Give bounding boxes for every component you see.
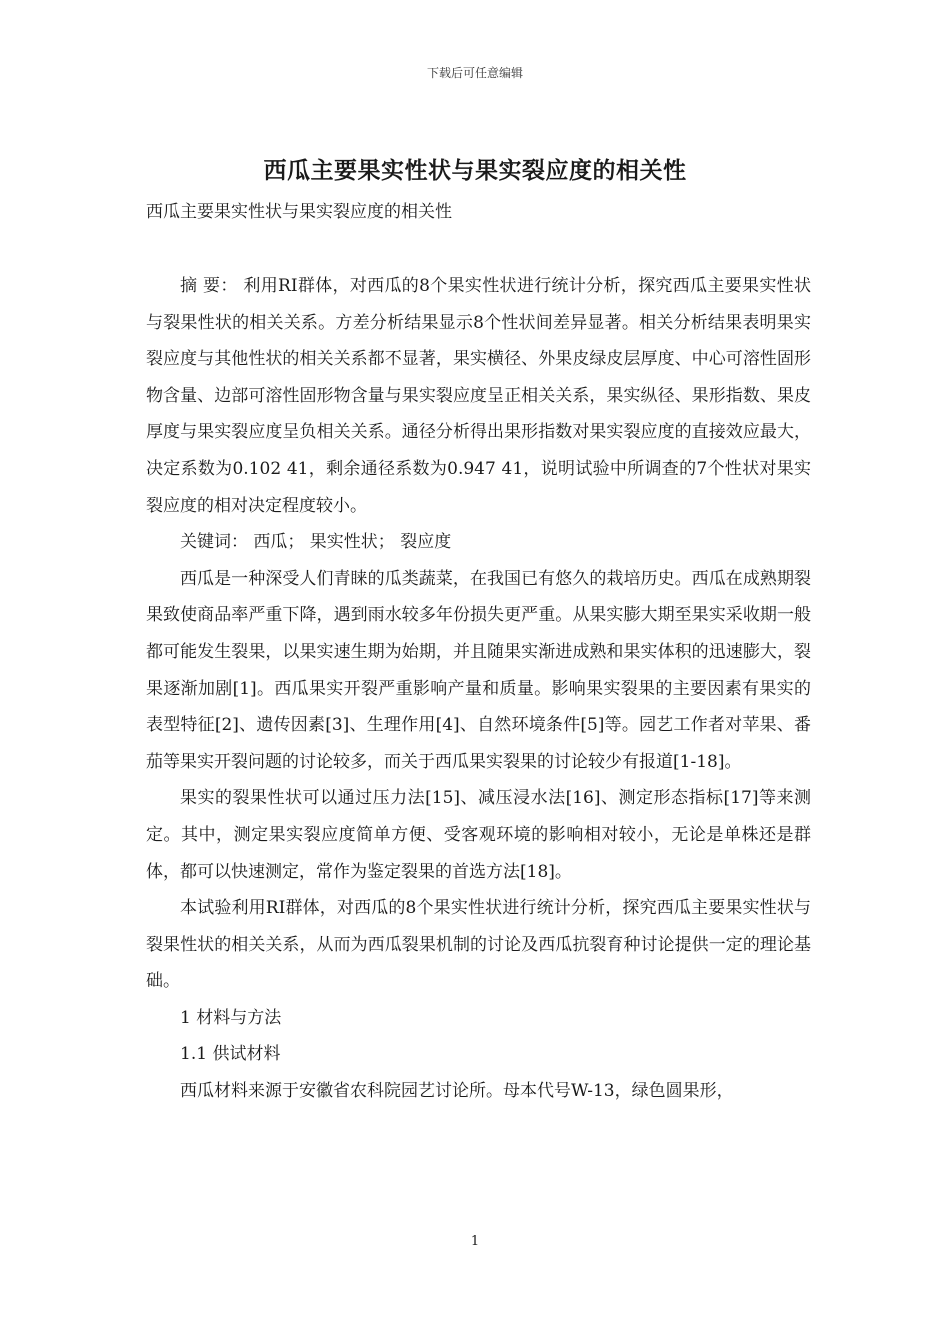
body-paragraph: 西瓜材料来源于安徽省农科院园艺讨论所。母本代号W-13，绿色圆果形， — [180, 1081, 734, 1102]
abstract-paragraph: 摘 要： 利用RI群体，对西瓜的8个果实性状进行统计分析，探究西瓜主要果实性状与裂果性状的相关关系。方差分析结果显示8个性状间差异显著。相关分析结果表明果实裂应度与其他性状的相关关系都不显著，果实横径、外果皮绿皮层厚度、中心可溶性固形物含量、边部可溶性固形物含量与果实裂应度呈正相关关系，果实纵径、果形指数、果皮厚度与果实裂应度呈负相关关系。通径分析得出果形指数对果实裂应度的直接效应最大，决定系数为0.102 41，剩余通径系数为0.947 41，说明试验中所调查的7个性状对果实裂应度的相对决定程度较小。 — [146, 276, 811, 516]
body-paragraph: 西瓜是一种深受人们青睐的瓜类蔬菜，在我国已有悠久的栽培历史。西瓜在成熟期裂果致使商品率严重下降，遇到雨水较多年份损失更严重。从果实膨大期至果实采收期一般都可能发生裂果，以果实速生期为始期，并且随果实渐进成熟和果实体积的迅速膨大，裂果逐渐加剧[1]。西瓜果实开裂严重影响产量和质量。影响果实裂果的主要因素有果实的表型特征[2]、遗传因素[3]、生理作用[4]、自然环境条件[5]等。园艺工作者对苹果、番茄等果实开裂问题的讨论较多，而关于西瓜果实裂果的讨论较少有报道[1-18]。 — [146, 568, 811, 772]
document-title: 西瓜主要果实性状与果实裂应度的相关性 — [263, 158, 687, 184]
document-body — [146, 268, 811, 1110]
page-number: 1 — [470, 1234, 480, 1249]
header-note: 下载后可任意编辑 — [426, 66, 523, 80]
section-heading: 1 材料与方法 — [180, 1007, 282, 1028]
keywords-line: 关键词： 西瓜； 果实性状； 裂应度 — [180, 532, 452, 553]
body-paragraph: 果实的裂果性状可以通过压力法[15]、减压浸水法[16]、测定形态指标[17]等来测定。其中，测定果实裂应度简单方便、受客观环境的影响相对较小，无论是单株还是群体，都可以快速测定，常作为鉴定裂果的首选方法[18]。 — [146, 788, 811, 882]
body-paragraph: 本试验利用RI群体，对西瓜的8个果实性状进行统计分析，探究西瓜主要果实性状与裂果性状的相关关系，从而为西瓜裂果机制的讨论及西瓜抗裂育种讨论提供一定的理论基础。 — [146, 898, 811, 992]
document-subtitle: 西瓜主要果实性状与果实裂应度的相关性 — [146, 202, 452, 222]
subsection-heading: 1.1 供试材料 — [180, 1044, 281, 1065]
